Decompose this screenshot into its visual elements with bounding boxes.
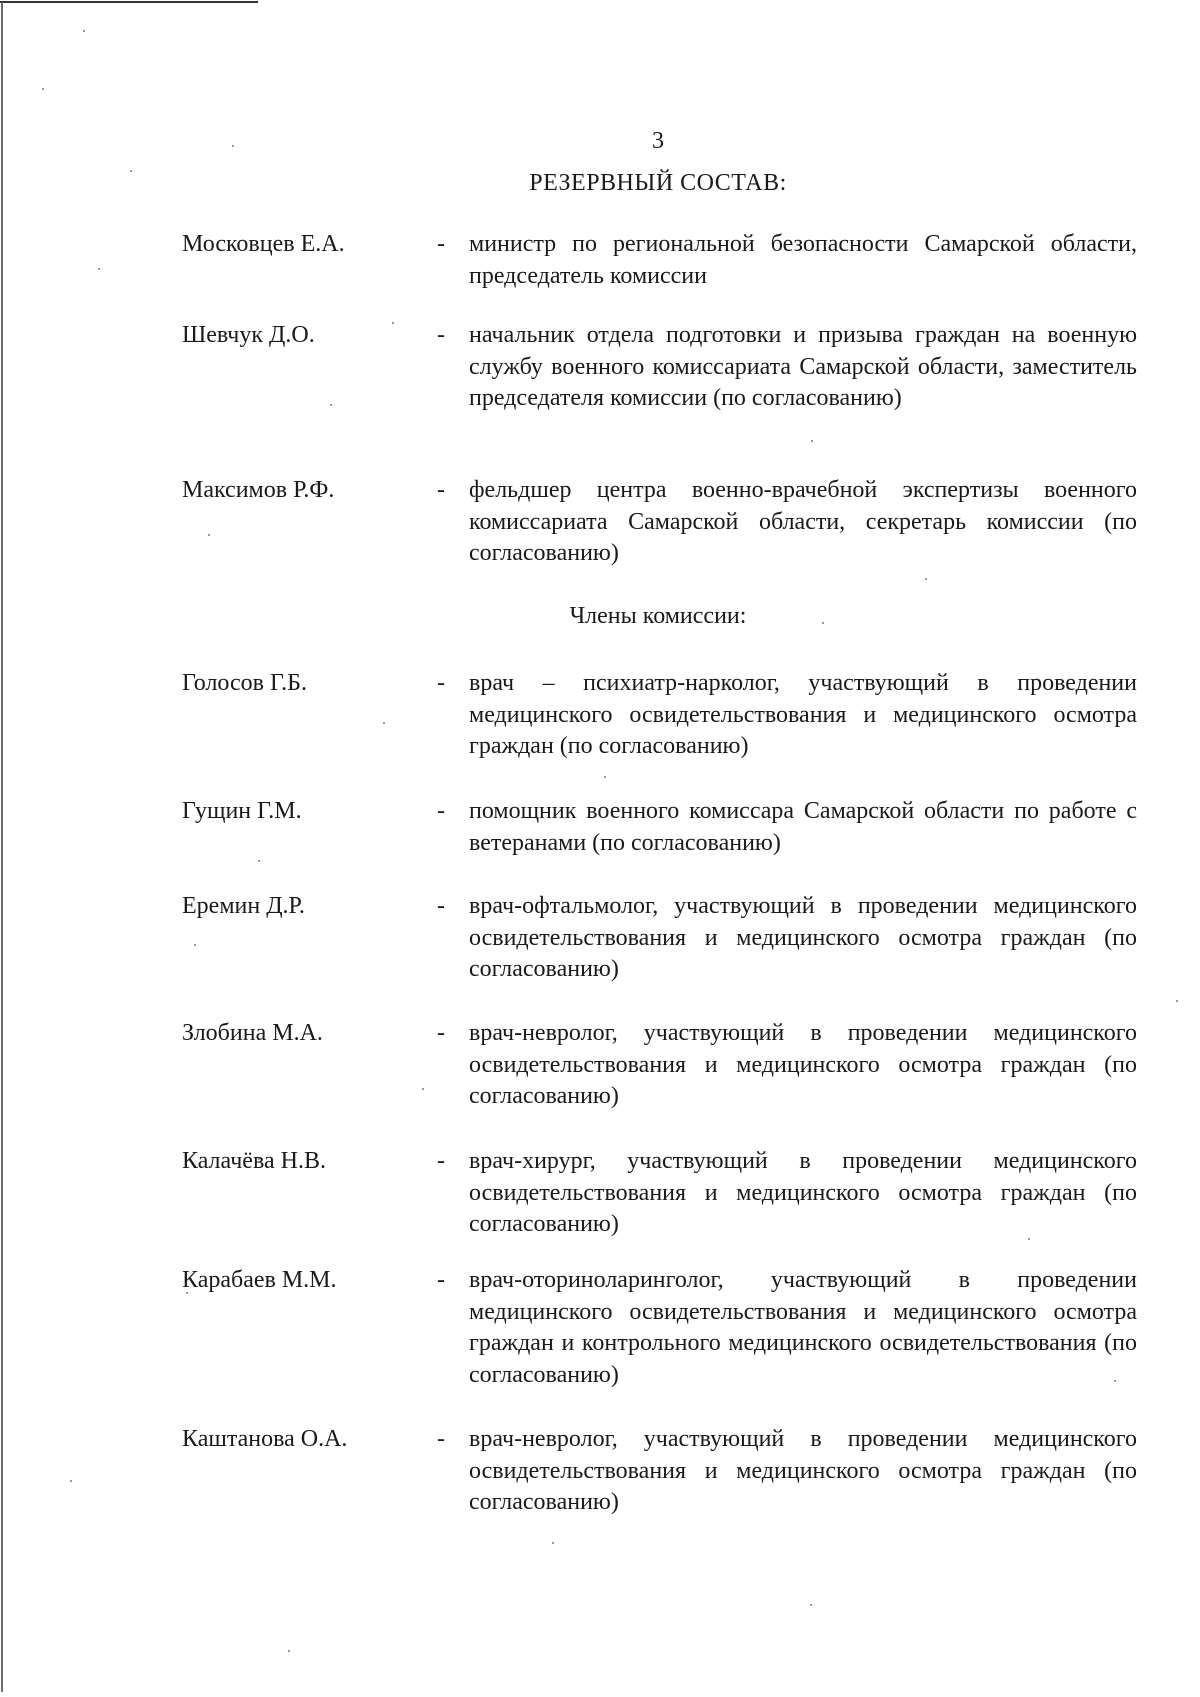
- position-description: врач-хирург, участвующий в проведении медицинского освидетельствования и медицинского осмотра граждан (по согласованию): [469, 1148, 1137, 1237]
- scan-speck: [422, 1088, 424, 1090]
- page-number: 3: [652, 128, 664, 154]
- scan-speck: [70, 1480, 72, 1482]
- person-name: Еремин Д.Р.: [182, 893, 305, 919]
- person-name: Карабаев М.М.: [182, 1267, 337, 1293]
- scan-speck: [392, 322, 394, 324]
- scan-speck: [98, 268, 100, 270]
- scan-speck: [810, 1604, 812, 1606]
- person-name: Гущин Г.М.: [182, 798, 302, 824]
- person-name: Московцев Е.А.: [182, 231, 345, 257]
- position-description: министр по региональной безопасности Самарской области, председатель комиссии: [469, 231, 1137, 289]
- entry-dash: -: [437, 1267, 445, 1293]
- entry-dash: -: [437, 322, 445, 348]
- scan-speck: [1176, 1000, 1178, 1002]
- scan-speck: [194, 944, 196, 946]
- scan-speck: [288, 1650, 290, 1652]
- person-name: Калачёва Н.В.: [182, 1148, 326, 1174]
- person-name: Максимов Р.Ф.: [182, 477, 335, 503]
- scan-speck: [383, 722, 385, 724]
- scan-edge-left: [1, 2, 3, 1692]
- entry-dash: -: [437, 1148, 445, 1174]
- entry-dash: -: [437, 1426, 445, 1452]
- scan-speck: [42, 88, 44, 90]
- entry-dash: -: [437, 670, 445, 696]
- person-name: Злобина М.А.: [182, 1020, 323, 1046]
- entry-dash: -: [437, 477, 445, 503]
- position-description: врач-оториноларинголог, участвующий в проведении медицинского освидетельствования и медицинского осмотра граждан и контрольного медицинского освидетельствования (по согласованию): [469, 1267, 1137, 1388]
- members-heading: Члены комиссии:: [569, 603, 747, 629]
- scan-speck: [811, 440, 813, 442]
- entry-dash: -: [437, 798, 445, 824]
- scan-speck: [330, 404, 332, 406]
- position-description: врач-невролог, участвующий в проведении медицинского освидетельствования и медицинского осмотра граждан (по согласованию): [469, 1020, 1137, 1109]
- position-description: врач – психиатр-нарколог, участвующий в проведении медицинского освидетельствования и медицинского осмотра граждан (по согласованию): [469, 670, 1137, 759]
- person-name: Шевчук Д.О.: [182, 322, 315, 348]
- position-description: помощник военного комиссара Самарской области по работе с ветеранами (по согласованию): [469, 798, 1137, 856]
- scan-speck: [83, 30, 85, 32]
- position-description: врач-офтальмолог, участвующий в проведении медицинского освидетельствования и медицинского осмотра граждан (по согласованию): [469, 893, 1137, 982]
- person-name: Каштанова О.А.: [182, 1426, 348, 1452]
- section-title: РЕЗЕРВНЫЙ СОСТАВ:: [529, 170, 787, 196]
- scan-speck: [552, 1542, 554, 1544]
- person-name: Голосов Г.Б.: [182, 670, 307, 696]
- scan-speck: [258, 860, 260, 862]
- entry-dash: -: [437, 893, 445, 919]
- scan-speck: [208, 534, 210, 536]
- entry-dash: -: [437, 1020, 445, 1046]
- position-description: врач-невролог, участвующий в проведении медицинского освидетельствования и медицинского осмотра граждан (по согласованию): [469, 1426, 1137, 1515]
- scan-speck: [604, 776, 606, 778]
- position-description: фельдшер центра военно-врачебной экспертизы военного комиссариата Самарской области, секретарь комиссии (по согласованию): [469, 477, 1137, 566]
- entry-dash: -: [437, 231, 445, 257]
- scan-edge-top: [0, 1, 258, 3]
- position-description: начальник отдела подготовки и призыва граждан на военную службу военного комиссариата Самарской области, заместитель председателя комиссии (по согласованию): [469, 322, 1137, 411]
- scan-speck: [925, 578, 927, 580]
